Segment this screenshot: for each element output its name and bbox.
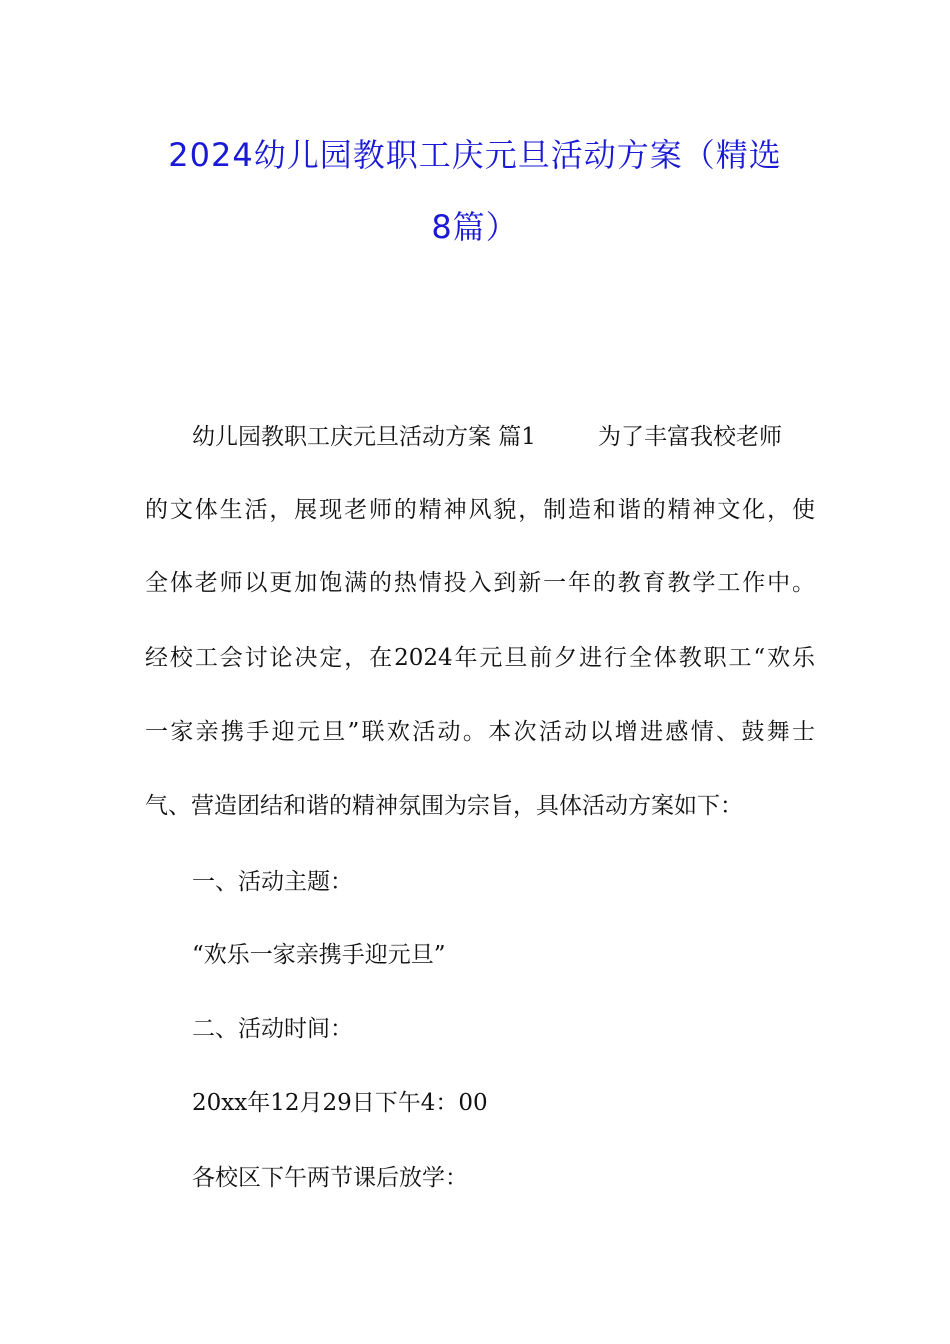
- section-heading: 一、活动主题：: [192, 869, 353, 895]
- paragraph-line: 经校工会讨论决定，在2024年元旦前夕进行全体教职工“欢乐: [145, 645, 815, 671]
- paragraph-text: 为了丰富我校老师: [597, 424, 782, 450]
- paragraph-line: 全体老师以更加饱满的热情投入到新一年的教育教学工作中。: [145, 570, 815, 596]
- document-title-line2: 8篇）: [431, 208, 519, 246]
- section-heading: 二、活动时间：: [192, 1016, 353, 1042]
- paragraph-line: 的文体生活，展现老师的精神风貌，制造和谐的精神文化，使: [145, 497, 815, 523]
- document-title-line1: 2024幼儿园教职工庆元旦活动方案（精选: [168, 136, 782, 174]
- paragraph-line: 气、营造团结和谐的精神氛围为宗旨，具体活动方案如下：: [145, 793, 743, 819]
- paragraph-line: [192, 421, 815, 453]
- section-heading: 幼儿园教职工庆元旦活动方案 篇1: [192, 424, 536, 450]
- section-text: “欢乐一家亲携手迎元旦”: [192, 942, 446, 968]
- paragraph-line: 一家亲携手迎元旦”联欢活动。本次活动以增进感情、鼓舞士: [145, 719, 815, 745]
- section-text: 20xx年12月29日下午4：00: [192, 1090, 488, 1116]
- section-text: 各校区下午两节课后放学：: [192, 1165, 468, 1191]
